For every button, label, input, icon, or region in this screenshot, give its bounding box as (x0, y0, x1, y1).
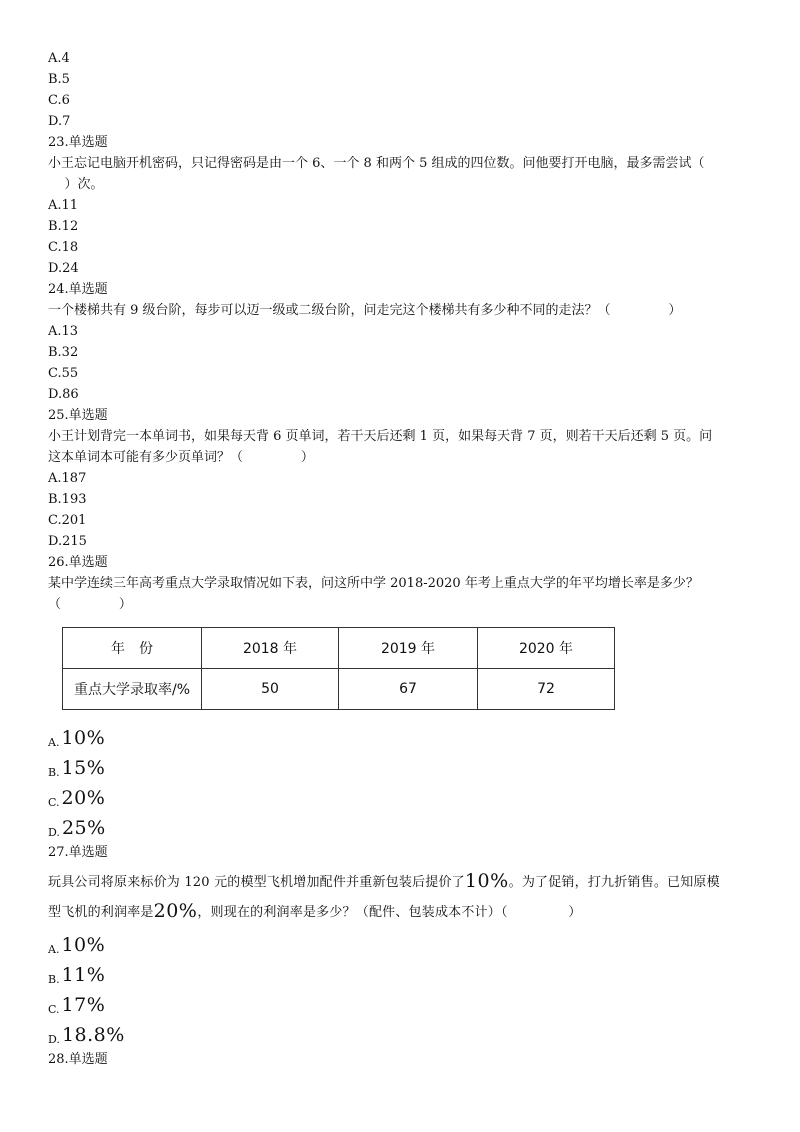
question-header: 27.单选题 (48, 845, 108, 860)
admission-table (62, 627, 615, 710)
option-b: B.32 (48, 345, 79, 360)
question-text-part: ，则现在的利润率是多少？（配件、包装成本不计）（ ） (197, 905, 582, 920)
table-header-row (63, 628, 615, 669)
option-b (48, 750, 758, 780)
option-value: 11% (61, 964, 106, 986)
option-value: 25% (61, 817, 106, 839)
question-text-part: 玩具公司将原来标价为 120 元的模型飞机增加配件并重新包装后提价了 (48, 875, 465, 890)
question-text-part: 。为了促销，打九折销售。已知原模 (508, 875, 720, 890)
option-b: B.193 (48, 492, 87, 507)
option-a: A.4 (48, 51, 70, 66)
option-a: A.11 (48, 198, 79, 213)
option-a (48, 927, 758, 957)
option-a: A.13 (48, 324, 79, 339)
option-a (48, 720, 758, 750)
option-value: 17% (61, 994, 106, 1016)
table-cell: 67 (339, 669, 478, 710)
option-d: D.86 (48, 387, 79, 402)
question-text (48, 867, 758, 927)
option-label: A. (48, 943, 60, 956)
option-c: C.55 (48, 366, 79, 381)
option-b: B.5 (48, 72, 70, 87)
option-d: D.215 (48, 534, 87, 549)
option-d (48, 810, 758, 840)
option-value: 10% (61, 727, 106, 749)
option-b (48, 957, 758, 987)
table-header-cell: 2018 年 (202, 628, 339, 669)
option-a: A.187 (48, 471, 87, 486)
option-label: B. (48, 766, 60, 779)
math-value: 10% (464, 870, 509, 892)
option-label: D. (48, 1033, 60, 1046)
table-cell: 重点大学录取率/% (63, 669, 202, 710)
option-label: C. (48, 1003, 60, 1016)
question-header: 26.单选题 (48, 555, 108, 570)
question-header: 23.单选题 (48, 135, 108, 150)
math-value: 20% (153, 900, 198, 922)
question-text: （ ） (48, 597, 132, 612)
question-text: 一个楼梯共有 9 级台阶，每步可以迈一级或二级台阶，问走完这个楼梯共有多少种不同的走法？（ ） (48, 303, 682, 318)
question-text: ）次。 (48, 177, 104, 192)
option-c (48, 780, 758, 810)
option-d: D.7 (48, 114, 71, 129)
option-value: 18.8% (61, 1024, 125, 1046)
table-header-cell: 年 份 (63, 628, 202, 669)
exam-page (48, 48, 758, 1070)
table-header-cell: 2019 年 (339, 628, 478, 669)
question-header: 28.单选题 (48, 1052, 108, 1067)
option-value: 20% (61, 787, 106, 809)
option-label: C. (48, 796, 60, 809)
question-header: 24.单选题 (48, 282, 108, 297)
question-text: 小王计划背完一本单词书，如果每天背 6 页单词，若干天后还剩 1 页，如果每天背 7 页，则若干天后还剩 5 页。问 (48, 429, 713, 444)
option-d: D.24 (48, 261, 79, 276)
option-label: D. (48, 826, 60, 839)
table-cell: 72 (478, 669, 615, 710)
table-header-cell: 2020 年 (478, 628, 615, 669)
question-text: 某中学连续三年高考重点大学录取情况如下表，问这所中学 2018-2020 年考上重点大学的年平均增长率是多少？ (48, 576, 699, 591)
option-c: C.6 (48, 93, 70, 108)
question-text-part: 型飞机的利润率是 (48, 905, 154, 920)
option-value: 10% (61, 934, 106, 956)
option-c (48, 987, 758, 1017)
option-label: A. (48, 736, 60, 749)
option-c: C.201 (48, 513, 87, 528)
question-text: 这本单词本可能有多少页单词？（ ） (48, 450, 314, 465)
option-c: C.18 (48, 240, 79, 255)
option-b: B.12 (48, 219, 79, 234)
table-row (63, 669, 615, 710)
option-value: 15% (61, 757, 106, 779)
option-label: B. (48, 973, 60, 986)
table-cell: 50 (202, 669, 339, 710)
option-d (48, 1017, 758, 1047)
question-header: 25.单选题 (48, 408, 108, 423)
question-text: 小王忘记电脑开机密码，只记得密码是由一个 6、一个 8 和两个 5 组成的四位数。问他要打开电脑，最多需尝试（ (48, 156, 705, 171)
